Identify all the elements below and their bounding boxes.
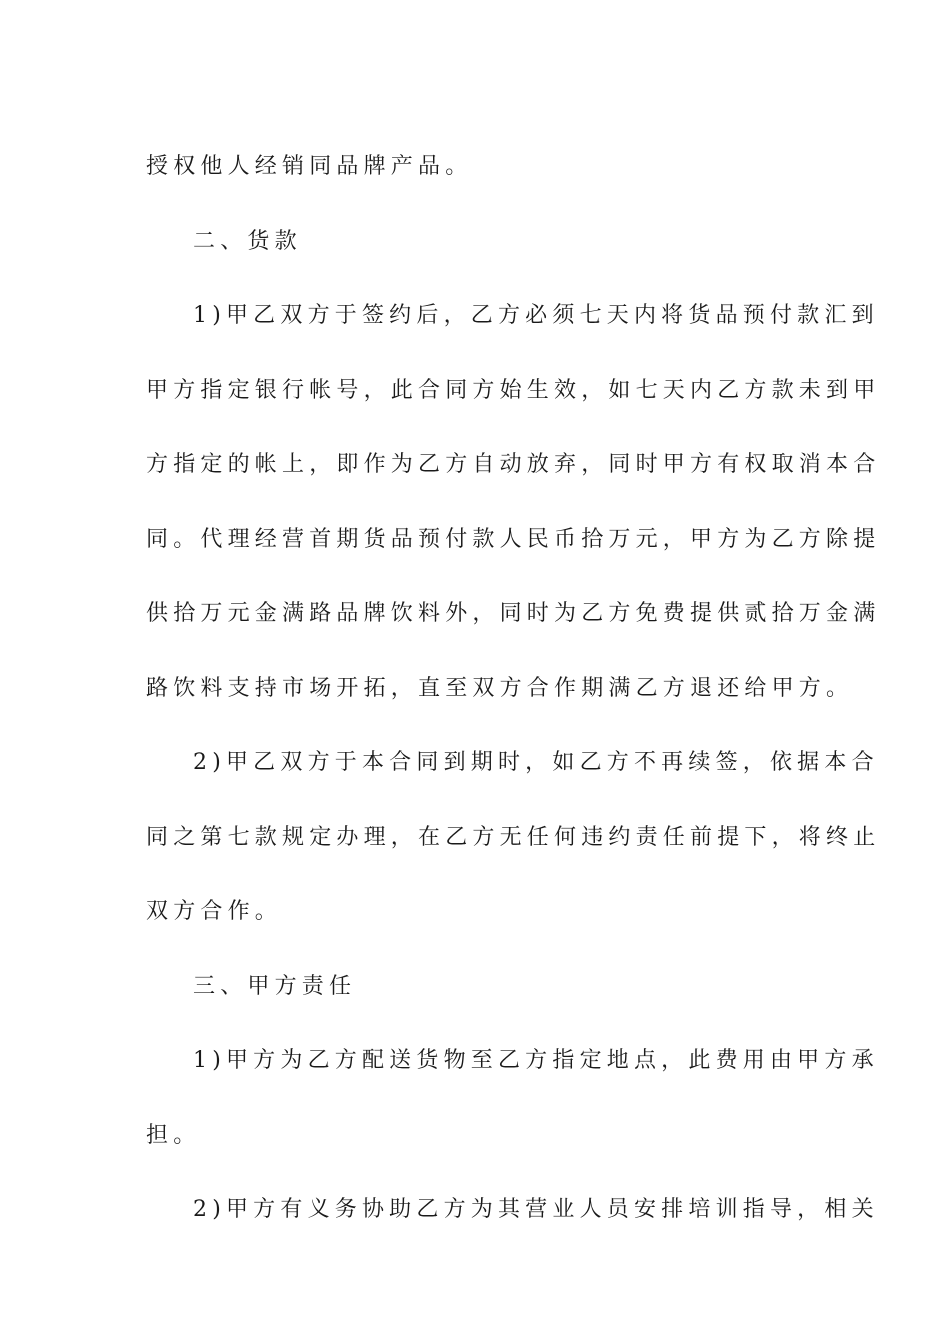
- text-line: 三、甲方责任: [193, 973, 357, 999]
- text-line: 路饮料支持市场开拓，直至双方合作期满乙方退还给甲方。: [146, 675, 854, 701]
- document-body: [146, 130, 881, 1248]
- text-line: 同之第七款规定办理，在乙方无任何违约责任前提下，将终止: [146, 824, 881, 850]
- text-line: 方指定的帐上，即作为乙方自动放弃，同时甲方有权取消本合: [146, 452, 881, 477]
- text-line: 供拾万元金满路品牌饮料外，同时为乙方免费提供贰拾万金满: [146, 601, 881, 626]
- paragraph-continuation: [146, 130, 806, 205]
- text-line: 甲方指定银行帐号，此合同方始生效，如七天内乙方款未到甲: [146, 377, 881, 403]
- paragraph-party-a-1: [146, 1024, 879, 1173]
- paragraph-payment-2: [146, 726, 881, 950]
- section-heading-payment: [146, 205, 806, 280]
- text-line: 2)甲乙双方于本合同到期时，如乙方不再续签，依据本合: [193, 750, 879, 775]
- text-line: 2)甲方有义务协助乙方为其营业人员安排培训指导，相关: [193, 1197, 879, 1222]
- text-line: 双方合作。: [146, 899, 283, 924]
- text-line: 同。代理经营首期货品预付款人民币拾万元，甲方为乙方除提: [146, 526, 881, 552]
- section-heading-party-a-duties: [146, 950, 806, 1025]
- paragraph-payment-1: [146, 279, 881, 726]
- text-line: 担。: [146, 1122, 201, 1148]
- text-line: 1)甲方为乙方配送货物至乙方指定地点，此费用由甲方承: [193, 1048, 879, 1073]
- text-line: 授权他人经销同品牌产品。: [146, 154, 473, 179]
- paragraph-party-a-2: [146, 1173, 879, 1248]
- text-line: 1)甲乙双方于签约后，乙方必须七天内将货品预付款汇到: [193, 303, 879, 328]
- text-line: 二、货款: [193, 228, 302, 254]
